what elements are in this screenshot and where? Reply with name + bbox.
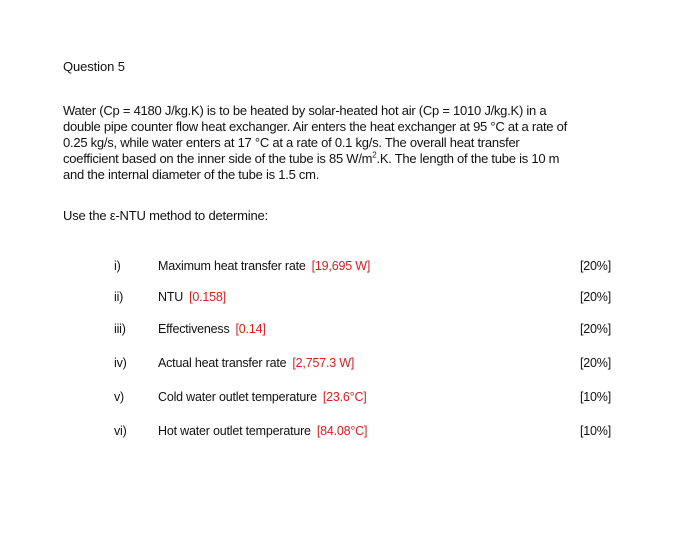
problem-line-5: and the internal diameter of the tube is 1.5 cm. bbox=[63, 167, 320, 182]
part-row-3 bbox=[0, 322, 700, 340]
part-row-2 bbox=[0, 290, 700, 308]
part-number: vi) bbox=[114, 424, 127, 438]
part-text bbox=[158, 356, 354, 370]
part-label: Actual heat transfer rate bbox=[158, 356, 287, 370]
part-text bbox=[158, 424, 367, 438]
part-label: Cold water outlet temperature bbox=[158, 390, 317, 404]
problem-line-4 bbox=[63, 151, 663, 167]
method-intro: Use the ε-NTU method to determine: bbox=[63, 208, 268, 223]
part-weight: [20%] bbox=[580, 356, 611, 370]
part-text bbox=[158, 322, 266, 336]
part-row-4 bbox=[0, 356, 700, 374]
problem-statement bbox=[63, 103, 663, 183]
problem-line-2: double pipe counter flow heat exchanger. Air enters the heat exchanger at 95 °C at a rate of bbox=[63, 119, 567, 134]
problem-line-1: Water (Cp = 4180 J/kg.K) is to be heated by solar-heated hot air (Cp = 1010 J/kg.K) in a bbox=[63, 103, 547, 118]
part-row-1 bbox=[0, 259, 700, 277]
squared-superscript: 2 bbox=[372, 150, 377, 160]
part-text bbox=[158, 290, 226, 304]
part-answer: [0.158] bbox=[189, 290, 226, 304]
part-label: Maximum heat transfer rate bbox=[158, 259, 306, 273]
part-weight: [10%] bbox=[580, 424, 611, 438]
problem-line-3: 0.25 kg/s, while water enters at 17 °C at a rate of 0.1 kg/s. The overall heat transfer bbox=[63, 135, 520, 150]
question-title: Question 5 bbox=[63, 59, 125, 74]
part-answer: [0.14] bbox=[235, 322, 266, 336]
part-label: Effectiveness bbox=[158, 322, 230, 336]
problem-line-4-tail: .K. The length of the tube is 10 m bbox=[376, 151, 560, 166]
part-answer: [2,757.3 W] bbox=[292, 356, 355, 370]
part-row-6 bbox=[0, 424, 700, 442]
part-number: v) bbox=[114, 390, 125, 404]
part-text bbox=[158, 390, 367, 404]
part-weight: [20%] bbox=[580, 290, 611, 304]
part-weight: [20%] bbox=[580, 259, 611, 273]
part-answer: [84.08°C] bbox=[316, 424, 368, 438]
part-answer: [19,695 W] bbox=[311, 259, 371, 273]
part-number: i) bbox=[114, 259, 121, 273]
part-number: iv) bbox=[114, 356, 127, 370]
part-answer: [23.6°C] bbox=[322, 390, 367, 404]
part-text bbox=[158, 259, 370, 273]
part-label: Hot water outlet temperature bbox=[158, 424, 311, 438]
part-row-5 bbox=[0, 390, 700, 408]
part-weight: [10%] bbox=[580, 390, 611, 404]
part-number: iii) bbox=[114, 322, 126, 336]
problem-line-4-text: coefficient based on the inner side of the tube is 85 W/m bbox=[63, 151, 373, 166]
part-label: NTU bbox=[158, 290, 184, 304]
part-number: ii) bbox=[114, 290, 124, 304]
part-weight: [20%] bbox=[580, 322, 611, 336]
